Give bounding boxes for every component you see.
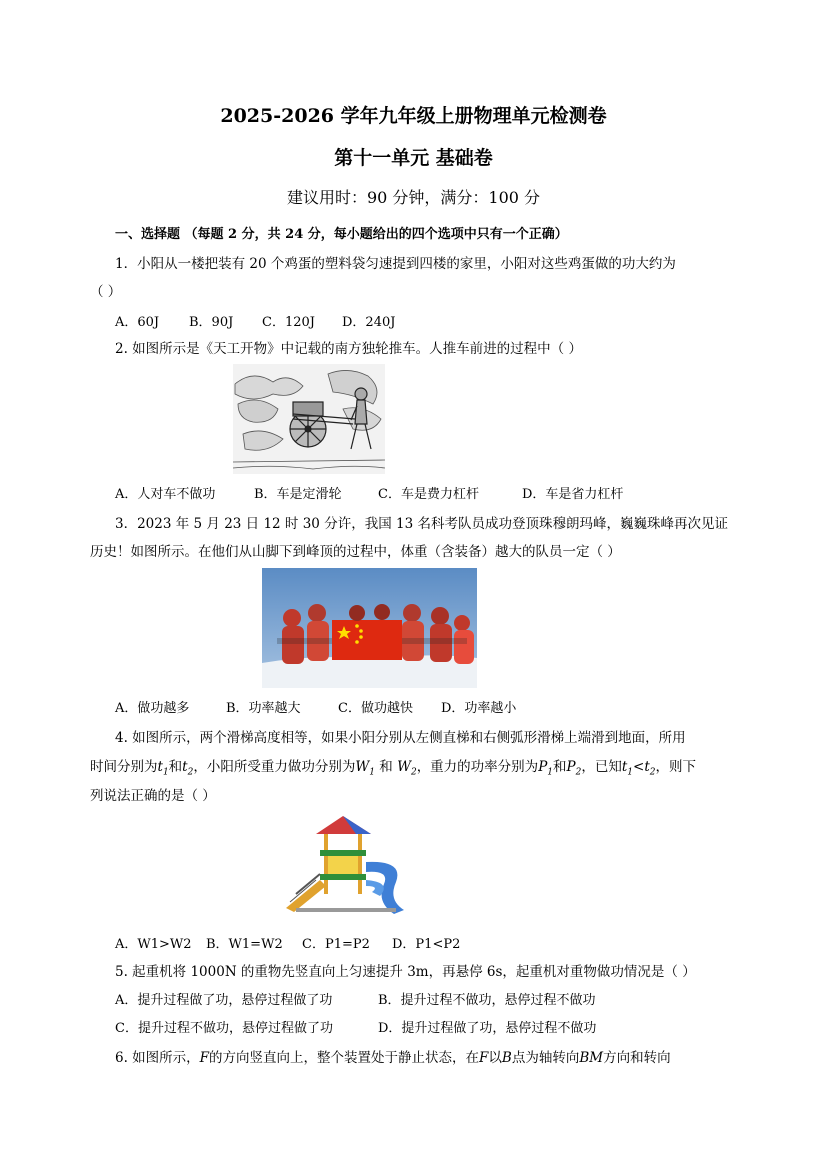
q2-option-a: A．人对车不做功 xyxy=(115,487,216,502)
q1-stem: 1．小阳从一楼把装有 20 个鸡蛋的塑料袋匀速提到四楼的家里，小阳对这些鸡蛋做的功大约为 xyxy=(115,256,676,272)
q3-stem-line2: 历史！如图所示。在他们从山脚下到峰顶的过程中，体重（含装备）越大的队员一定（ ） xyxy=(90,544,621,560)
var-bm: BM xyxy=(579,1050,604,1066)
var-f2: F xyxy=(479,1050,489,1066)
q3-option-c: C．做功越快 xyxy=(338,701,413,716)
everest-summit-photo xyxy=(262,568,477,688)
var-f: F xyxy=(199,1050,210,1066)
q1-answer-bracket: （ ） xyxy=(90,284,122,300)
q5-option-d: D．提升过程做了功，悬停过程不做功 xyxy=(378,1021,597,1036)
q6-stem-line1: 6. 如图所示，F的方向竖直向上，整个装置处于静止状态，在F以B点为轴转向BM方向和转向 xyxy=(115,1050,671,1066)
unit-title: 第十一单元 基础卷 xyxy=(334,147,493,169)
q2-option-d: D．车是省力杠杆 xyxy=(522,487,624,502)
q5-option-b: B．提升过程不做功，悬停过程不做功 xyxy=(378,993,596,1008)
q5-option-c: C．提升过程不做功，悬停过程做了功 xyxy=(115,1021,333,1036)
slide-playground-illustration xyxy=(276,812,411,917)
section-heading: 一、选择题 （每题 2 分，共 24 分，每小题给出的四个选项中只有一个正确） xyxy=(115,227,568,242)
var-b: B xyxy=(501,1050,512,1066)
q1-option-c: C．120J xyxy=(262,315,315,330)
var-p2: $P_2$ xyxy=(566,759,582,778)
q4-option-d: D．P1<P2 xyxy=(392,937,461,952)
q3-option-d: D．功率越小 xyxy=(441,701,517,716)
var-t1: $t_1$ xyxy=(157,759,169,778)
flag xyxy=(332,620,402,660)
time-note: 建议用时：90 分钟，满分：100 分 xyxy=(286,188,541,207)
q2-stem: 2. 如图所示是《天工开物》中记载的南方独轮推车。人推车前进的过程中（ ） xyxy=(115,341,582,357)
q2-option-b: B．车是定滑轮 xyxy=(254,487,342,502)
var-w2: $W_2$ xyxy=(397,759,417,778)
q2-option-c: C．车是费力杠杆 xyxy=(378,487,479,502)
q4-option-a: A．W1>W2 xyxy=(115,937,192,952)
q4-option-b: B．W1=W2 xyxy=(206,937,283,952)
q1-option-a: A．60J xyxy=(115,315,160,330)
q5-stem: 5. 起重机将 1000N 的重物先竖直向上匀速提升 3m，再悬停 6s，起重机对重物做功情况是（ ） xyxy=(115,964,696,980)
q1-option-d: D．240J xyxy=(342,315,396,330)
var-p1: $P_1$ xyxy=(538,759,554,778)
q3-stem-line1: 3．2023 年 5 月 23 日 12 时 30 分许，我国 13 名科考队员成功登顶珠穆朗玛峰，巍巍珠峰再次见证 xyxy=(115,516,728,532)
exam-title: 2025-2026 学年九年级上册物理单元检测卷 xyxy=(220,105,607,127)
var-w1: $W_1$ xyxy=(355,759,375,778)
q4-option-c: C．P1=P2 xyxy=(302,937,370,952)
q3-option-b: B．功率越大 xyxy=(226,701,301,716)
condition: $t_1<t_2$ xyxy=(621,759,656,778)
var-t2: $t_2$ xyxy=(182,759,194,778)
q4-stem-line1: 4. 如图所示，两个滑梯高度相等，如果小阳分别从左侧直梯和右侧弧形滑梯上端滑到地面，所用 xyxy=(115,730,686,746)
q5-option-a: A．提升过程做了功，悬停过程做了功 xyxy=(115,993,333,1008)
wheelbarrow-illustration xyxy=(233,364,385,474)
q1-option-b: B．90J xyxy=(189,315,234,330)
q4-stem-line2: 时间分别为$t_1$和$t_2$，小阳所受重力做功分别为$W_1$ 和 $W_2$，重力的功率分别为$P_1$和$P_2$，已知$t_1<t_2$，则下 xyxy=(90,759,696,778)
q3-option-a: A．做功越多 xyxy=(115,701,190,716)
q4-stem-line3: 列说法正确的是（ ） xyxy=(90,788,216,804)
